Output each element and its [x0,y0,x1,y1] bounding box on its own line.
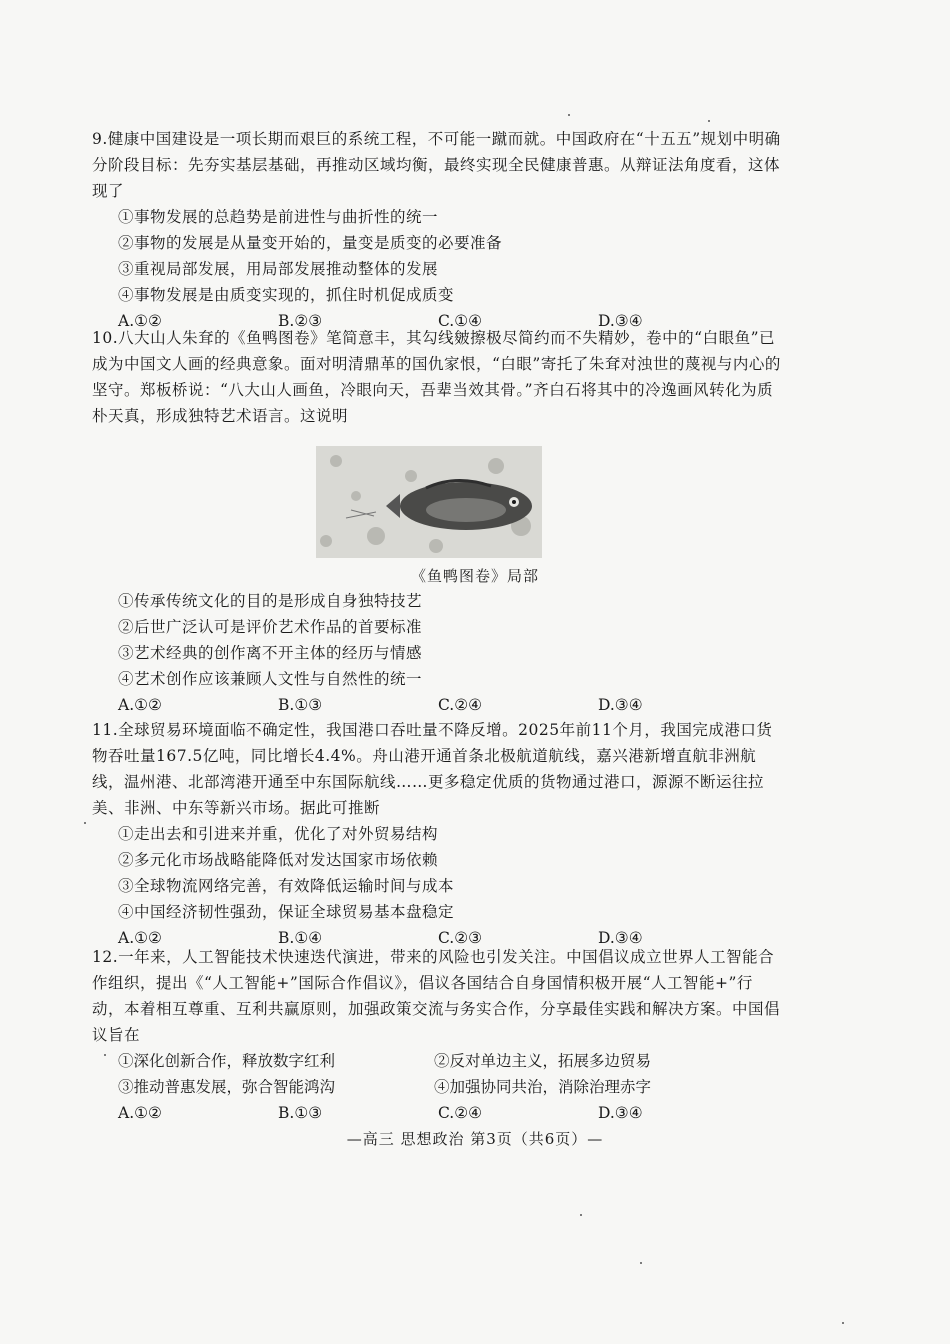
q12-statement-2: ②反对单边主义，拓展多边贸易 [434,1052,652,1070]
q10-statement-1: ①传承传统文化的目的是形成自身独特技艺 [118,592,423,610]
q9-choice-c: C.①④ [438,312,483,330]
scan-speck [84,822,86,824]
question-9-stem: 9.健康中国建设是一项长期而艰巨的系统工程，不可能一蹴而就。中国政府在“十五五”规划中明确分阶段目标：先夯实基层基础，再推动区域均衡，最终实现全民健康普惠。从辩证法角度看，这体现了 [92,130,781,200]
q9-statement-1: ①事物发展的总趋势是前进性与曲折性的统一 [118,208,439,226]
q9-choice-a: A.①② [118,312,162,330]
question-9 [92,126,782,334]
q11-choice-d: D.③④ [598,929,643,947]
question-11 [92,717,782,951]
q9-statement-3: ③重视局部发展，用局部发展推动整体的发展 [118,260,439,278]
fish-painting-image [316,446,542,558]
scan-speck [842,1322,844,1324]
q9-statement-4: ④事物发展是由质变实现的，抓住时机促成质变 [118,286,455,304]
scan-speck [568,114,570,116]
question-12-stem: 12.一年来，人工智能技术快速迭代演进，带来的风险也引发关注。中国倡议成立世界人工智能合作组织，提出《“人工智能+”国际合作倡议》，倡议各国结合自身国情积极开展“人工智能+”行动，本着相互尊重、互利共赢原则，加强政策交流与务实合作，分享最佳实践和解决方案。中国倡议旨在 [92,948,781,1044]
q10-choice-c: C.②④ [438,696,483,714]
q11-statement-2: ②多元化市场战略能降低对发达国家市场依赖 [118,851,439,869]
q11-statement-4: ④中国经济韧性强劲，保证全球贸易基本盘稳定 [118,903,455,921]
question-10 [92,325,782,429]
q12-choice-c: C.②④ [438,1104,483,1122]
q10-statement-4: ④艺术创作应该兼顾人文性与自然性的统一 [118,670,423,688]
q10-statement-2: ②后世广泛认可是评价艺术作品的首要标准 [118,618,423,636]
question-11-stem: 11.全球贸易环境面临不确定性，我国港口吞吐量不降反增。2025年前11个月，我国完成港口货物吞吐量167.5亿吨，同比增长4.4%。舟山港开通首条北极航道航线，嘉兴港新增直航非洲航线，温州港、北部湾港开通至中东国际航线……更多稳定优质的货物通过港口，源源不断运往拉美、非洲、中东等新兴市场。据此可推断 [92,721,773,817]
q12-statement-1: ①深化创新合作，释放数字红利 [118,1052,336,1070]
q12-statements [92,1048,782,1100]
q9-choice-b: B.②③ [278,312,323,330]
q9-statement-2: ②事物的发展是从量变开始的，量变是质变的必要准备 [118,234,503,252]
scan-speck [708,120,710,122]
q9-choice-d: D.③④ [598,312,643,330]
question-12 [92,944,782,1126]
figure-caption: 《鱼鸭图卷》局部 [410,567,539,585]
q10-choice-a: A.①② [118,696,162,714]
page-footer: —高三 思想政治 第3页（共6页）— [346,1130,604,1148]
q10-choice-d: D.③④ [598,696,643,714]
q11-statement-1: ①走出去和引进来并重，优化了对外贸易结构 [118,825,439,843]
q12-choice-b: B.①③ [278,1104,323,1122]
scan-speck [640,1262,642,1264]
scan-speck [580,1214,582,1216]
scan-speck [104,1054,106,1056]
q12-statement-3: ③推动普惠发展，弥合智能鸿沟 [118,1078,336,1096]
q10-statement-3: ③艺术经典的创作离不开主体的经历与情感 [118,644,423,662]
q11-choice-c: C.②③ [438,929,483,947]
q11-statement-3: ③全球物流网络完善，有效降低运输时间与成本 [118,877,455,895]
question-10-stem: 10.八大山人朱耷的《鱼鸭图卷》笔简意丰，其勾线皴擦极尽简约而不失精妙，卷中的“白眼鱼”已成为中国文人画的经典意象。面对明清鼎革的国仇家恨，“白眼”寄托了朱耷对浊世的蔑视与内心的坚守。郑板桥说：“八大山人画鱼，冷眼向天，吾辈当效其骨。”齐白石将其中的冷逸画风转化为质朴天真，形成独特艺术语言。这说明 [92,329,781,425]
q12-statement-4: ④加强协同共治，消除治理赤字 [434,1078,652,1096]
question-10-options [92,588,782,718]
q11-choice-a: A.①② [118,929,162,947]
q11-choice-b: B.①④ [278,929,323,947]
q12-choices [92,1100,782,1126]
q10-choice-b: B.①③ [278,696,323,714]
q12-choice-d: D.③④ [598,1104,643,1122]
q10-choices [92,692,782,718]
q12-choice-a: A.①② [118,1104,162,1122]
